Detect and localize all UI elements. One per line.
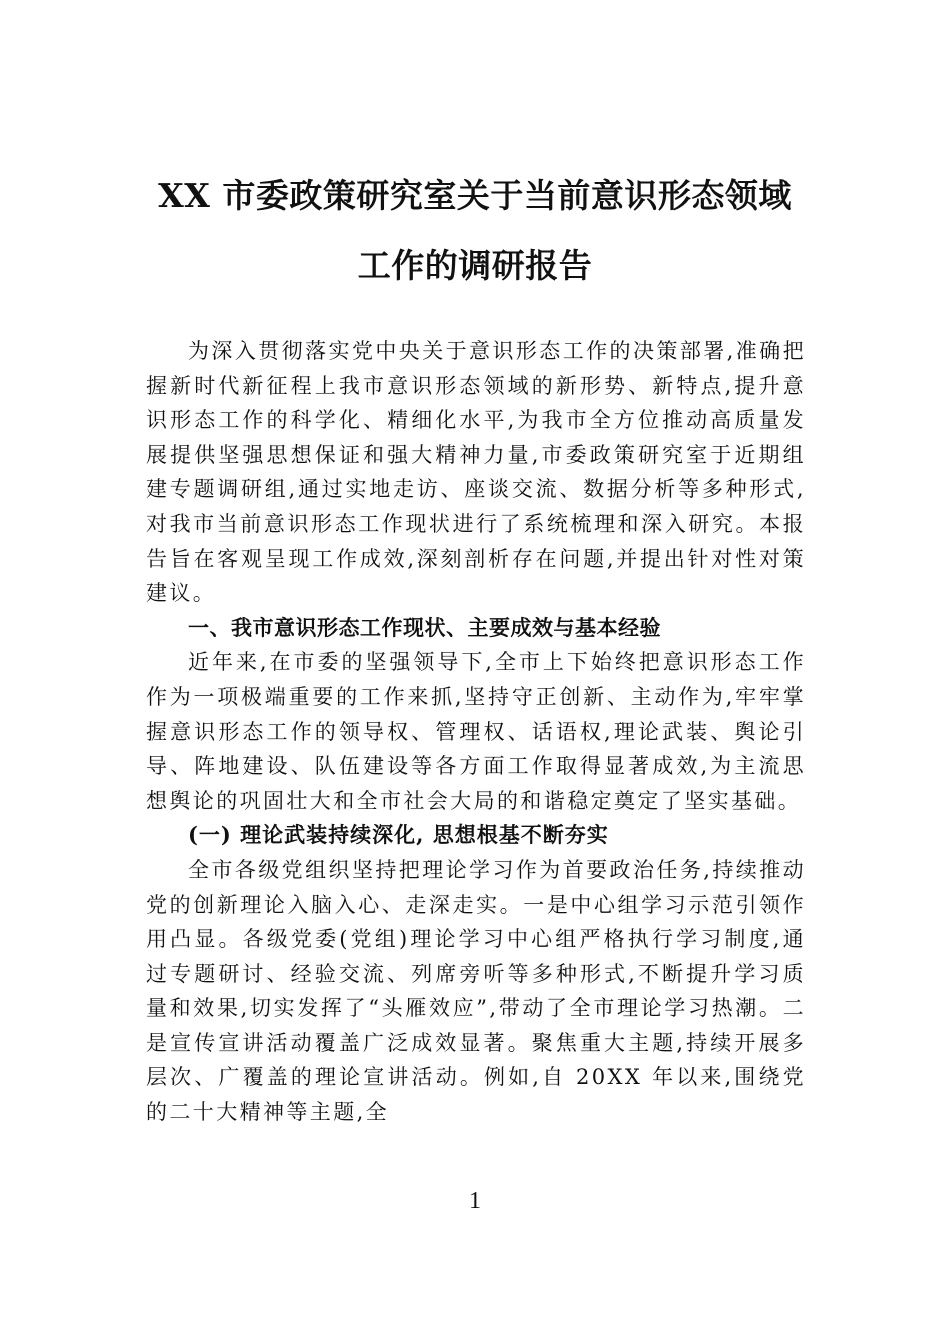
document-title-line-2: 工作的调研报告 bbox=[357, 246, 593, 285]
subsection-heading-1: (一) 理论武装持续深化, 思想根基不断夯实 bbox=[188, 822, 609, 848]
document-title-line-1: XX 市委政策研究室关于当前意识形态领域 bbox=[158, 176, 792, 215]
section-1-paragraph: 近年来,在市委的坚强领导下,全市上下始终把意识形态工作作为一项极端重要的工作来抓,坚持守正创新、主动作为,牢牢掌握意识形态工作的领导权、管理权、话语权,理论武装、舆论引导、阵地建设、队伍建设等各方面工作取得显著成效,为主流思想舆论的巩固壮大和全市社会大局的和谐稳定奠定了坚实基础。 bbox=[146, 650, 806, 813]
intro-paragraph: 为深入贯彻落实党中央关于意识形态工作的决策部署,准确把握新时代新征程上我市意识形态领域的新形势、新特点,提升意识形态工作的科学化、精细化水平,为我市全方位推动高质量发展提供坚强思想保证和强大精神力量,市委政策研究室于近期组建专题调研组,通过实地走访、座谈交流、数据分析等多种形式,对我市当前意识形态工作现状进行了系统梳理和深入研究。本报告旨在客观呈现工作成效,深刻剖析存在问题,并提出针对性对策建议。 bbox=[146, 339, 806, 606]
document-body bbox=[146, 334, 806, 1130]
page-number: 1 bbox=[469, 1188, 481, 1214]
section-heading-1: 一、我市意识形态工作现状、主要成效与基本经验 bbox=[188, 615, 661, 640]
subsection-1-paragraph: 全市各级党组织坚持把理论学习作为首要政治任务,持续推动党的创新理论入脑入心、走深走实。一是中心组学习示范引领作用凸显。各级党委(党组)理论学习中心组严格执行学习制度,通过专题研讨、经验交流、列席旁听等多种形式,不断提升学习质量和效果,切实发挥了“头雁效应”,带动了全市理论学习热潮。二是宣传宣讲活动覆盖广泛成效显著。聚焦重大主题,持续开展多层次、广覆盖的理论宣讲活动。例如,自 20XX 年以来,围绕党的二十大精神等主题,全 bbox=[146, 857, 806, 1125]
